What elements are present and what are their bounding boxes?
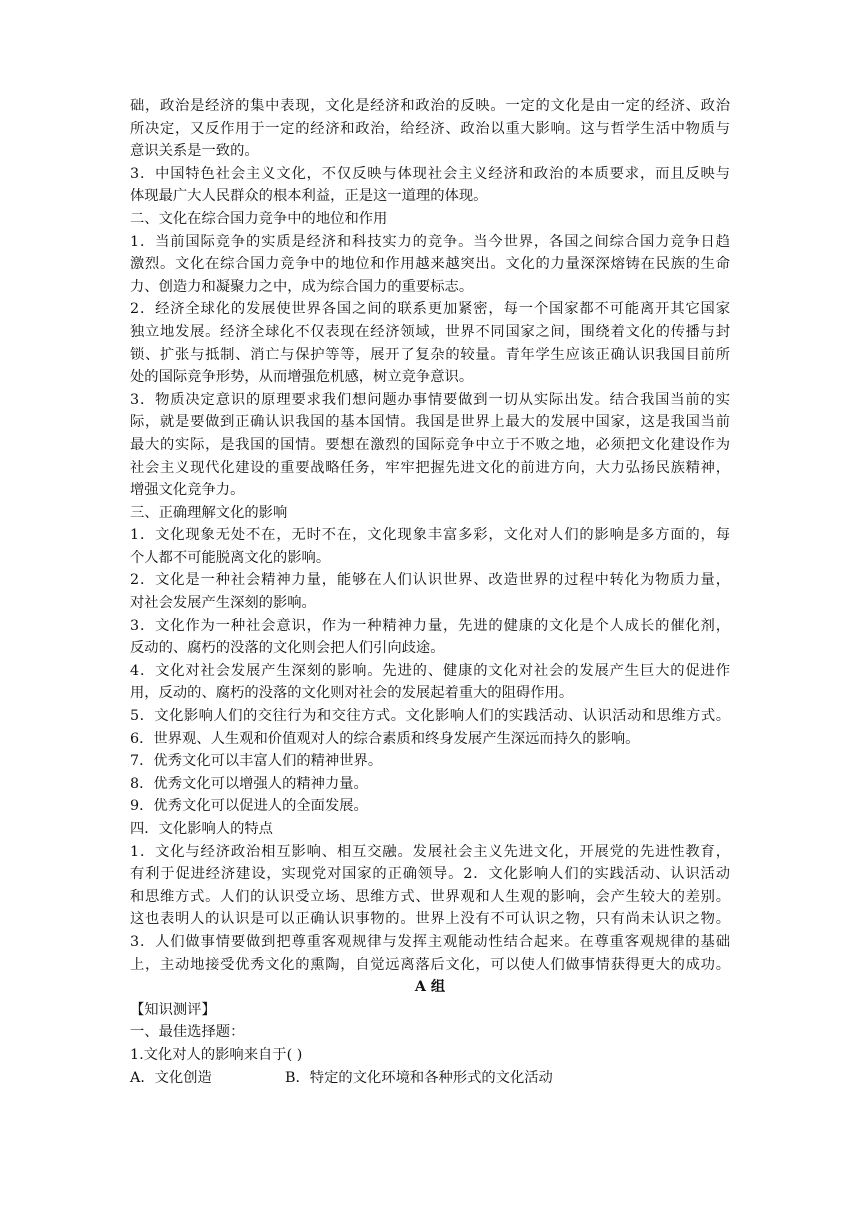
text-line: 社会主义现代化建设的重要战略任务，牢牢把握先进文化的前进方向，大力弘扬民族精神，	[130, 459, 730, 476]
text-line: 三、正确理解文化的影响	[130, 504, 288, 521]
text-line: 增强文化竞争力。	[130, 482, 245, 499]
text-line: 和思维方式。人们的认识受立场、思维方式、世界观和人生观的影响，会产生较大的差别。	[130, 888, 730, 905]
text-line: 激烈。文化在综合国力竞争中的地位和作用越来越突出。文化的力量深深熔铸在民族的生命	[130, 256, 730, 273]
text-line: 9．优秀文化可以促进人的全面发展。	[130, 798, 368, 815]
text-line: 用，反动的、腐朽的没落的文化则对社会的发展起着重大的阻碍作用。	[130, 685, 574, 702]
text-line: 处的国际竞争形势，从而增强危机感，树立竞争意识。	[130, 369, 474, 386]
option-b: B．特定的文化环境和各种形式的文化活动	[285, 1069, 553, 1086]
text-line: 3．物质决定意识的原理要求我们想问题办事情要做到一切从实际出发。结合我国当前的实	[130, 391, 730, 408]
text-line: 所决定，又反作用于一定的经济和政治，给经济、政治以重大影响。这与哲学生活中物质与	[130, 120, 730, 137]
text-line: 最大的实际，是我国的国情。要想在激烈的国际竞争中立于不败之地，必须把文化建设作为	[130, 436, 730, 453]
text-line: 8．优秀文化可以增强人的精神力量。	[130, 775, 368, 792]
text-line: 有利于促进经济建设，实现党对国家的正确领导。2．文化影响人们的实践活动、认识活动	[130, 866, 730, 883]
text-line: 7．优秀文化可以丰富人们的精神世界。	[130, 753, 383, 770]
document-body	[130, 95, 730, 976]
text-line: 对社会发展产生深刻的影响。	[130, 595, 316, 612]
text-line: 1．文化与经济政治相互影响、相互交融。发展社会主义先进文化，开展党的先进性教育，	[130, 843, 730, 860]
text-line: 反动的、腐朽的没落的文化则会把人们引向歧途。	[130, 640, 445, 657]
text-line: 四．文化影响人的特点	[130, 821, 273, 837]
text-line: 1．当前国际竞争的实质是经济和科技实力的竞争。当今世界，各国之间综合国力竞争日趋	[130, 233, 730, 250]
text-line: 际，就是要做到正确认识我国的基本国情。我国是世界上最大的发展中国家，这是我国当前	[130, 414, 730, 431]
text-line: 6．世界观、人生观和价值观对人的综合素质和终身发展产生深远而持久的影响。	[130, 730, 640, 747]
text-line: 3．文化作为一种社会意识，作为一种精神力量，先进的健康的文化是个人成长的催化剂，	[130, 617, 730, 634]
text-line: 上，主动地接受优秀文化的熏陶，自觉远离落后文化，可以使人们做事情获得更大的成功。	[130, 956, 730, 973]
section-heading: 一、最佳选择题：	[130, 1024, 245, 1041]
text-line: 2．文化是一种社会精神力量，能够在人们认识世界、改造世界的过程中转化为物质力量，	[130, 572, 730, 589]
text-line: 个人都不可能脱离文化的影响。	[130, 549, 331, 566]
knowledge-label: 【知识测评】	[130, 1001, 216, 1018]
text-line: 锁、扩张与抵制、消亡与保护等等，展开了复杂的较量。青年学生应该正确认识我国目前所	[130, 346, 730, 363]
text-line: 意识关系是一致的。	[130, 143, 259, 160]
question-1-options	[130, 1067, 730, 1090]
text-line: 础，政治是经济的集中表现，文化是经济和政治的反映。一定的文化是由一定的经济、政治	[130, 98, 730, 114]
text-line: 力、创造力和凝聚力之中，成为综合国力的重要标志。	[130, 278, 474, 295]
text-line: 独立地发展。经济全球化不仅表现在经济领域，世界不同国家之间，围绕着文化的传播与封	[130, 323, 730, 340]
text-line: 1．文化现象无处不在，无时不在，文化现象丰富多彩，文化对人们的影响是多方面的，每	[130, 527, 730, 544]
document-page	[130, 95, 730, 1089]
option-a: A．文化创造	[130, 1069, 212, 1086]
text-line: 这也表明人的认识是可以正确认识事物的。世界上没有不可认识之物，只有尚未认识之物。	[130, 911, 730, 928]
text-line: 2．经济全球化的发展使世界各国之间的联系更加紧密，每一个国家都不可能离开其它国家	[130, 301, 730, 318]
text-line: 5．文化影响人们的交往行为和交往方式。文化影响人们的实践活动、认识活动和思维方式。	[130, 708, 730, 725]
text-line: 体现最广大人民群众的根本利益，正是这一道理的体现。	[130, 188, 488, 205]
group-heading: A 组	[414, 979, 446, 996]
text-line: 3．中国特色社会主义文化，不仅反映与体现社会主义经济和政治的本质要求，而且反映与	[130, 165, 730, 182]
text-line: 二、文化在综合国力竞争中的地位和作用	[130, 210, 388, 227]
text-line: 4．文化对社会发展产生深刻的影响。先进的、健康的文化对社会的发展产生巨大的促进作	[130, 662, 730, 679]
question-1: 1.文化对人的影响来自于( )	[130, 1046, 303, 1063]
text-line: 3．人们做事情要做到把尊重客观规律与发挥主观能动性结合起来。在尊重客观规律的基础	[130, 933, 730, 950]
